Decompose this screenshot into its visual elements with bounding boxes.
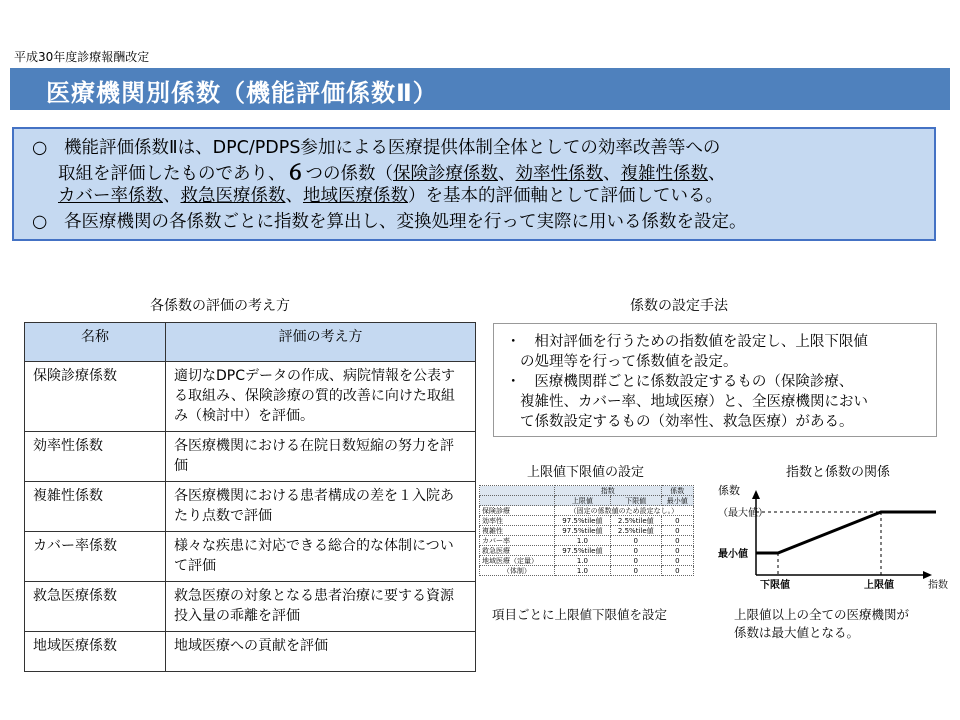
relation-note-2: 係数は最大値となる。 <box>734 625 860 640</box>
limit-min: 0 <box>661 566 693 576</box>
table-row <box>25 362 476 432</box>
summary-box <box>12 127 936 241</box>
limit-upper: 97.5%tile値 <box>554 526 610 536</box>
coef-line <box>756 512 936 553</box>
y-axis-label: 係数 <box>718 484 740 497</box>
revision-label: 平成30年度診療報酬改定 <box>14 50 150 64</box>
summary-text-2a: 取組を評価したものであり、 <box>58 164 286 184</box>
x-lower-label: 下限値 <box>760 580 790 590</box>
row-name: カバー率係数 <box>25 532 166 582</box>
table-header-row <box>25 323 476 362</box>
table-row <box>25 632 476 672</box>
limit-lower: 2.5%tile値 <box>610 516 661 526</box>
limit-upper: 97.5%tile値 <box>554 546 610 556</box>
limit-upper: 1.0 <box>554 536 610 546</box>
relation-heading: 指数と係数の関係 <box>786 465 891 480</box>
method-line-3 <box>506 372 853 392</box>
page-title: 医療機関別係数（機能評価係数Ⅱ） <box>46 79 438 107</box>
limits-header-row-2 <box>480 496 694 506</box>
limit-upper: 1.0 <box>554 556 610 566</box>
row-idea: 様々な疾患に対応できる総合的な体制について評価 <box>166 532 476 582</box>
sep: 、 <box>163 186 181 206</box>
limit-upper: 97.5%tile値 <box>554 516 610 526</box>
limit-lower: 0 <box>610 556 661 566</box>
table-row <box>25 582 476 632</box>
limit-name: 地域医療（定量） <box>480 556 555 566</box>
limit-min: 0 <box>661 516 693 526</box>
table-row <box>480 506 694 516</box>
summary-text-2b: つの係数（ <box>305 164 393 184</box>
sep: 、 <box>603 164 621 184</box>
limit-lower: 0 <box>610 546 661 556</box>
summary-text-1: 機能評価係数Ⅱは、DPC/PDPS参加による医療提供体制全体としての効率改善等への <box>63 138 721 158</box>
limits-table <box>479 485 694 576</box>
limit-lower: 0 <box>610 536 661 546</box>
blank-cell <box>480 486 555 496</box>
coef-count: ６ <box>285 160 306 184</box>
summary-text-3: ）を基本的評価軸として評価している。 <box>408 186 723 206</box>
row-name: 複雑性係数 <box>25 482 166 532</box>
blank-cell <box>480 496 555 506</box>
row-name: 効率性係数 <box>25 432 166 482</box>
x-axis-arrow <box>923 571 932 579</box>
limit-name: 救急医療 <box>480 546 555 556</box>
col-name-header: 名称 <box>25 323 166 362</box>
limit-min: 0 <box>661 536 693 546</box>
sep: 、 <box>708 164 726 184</box>
coef-coverage: カバー率係数 <box>58 186 163 206</box>
table-row <box>480 556 694 566</box>
method-text-1: 相対評価を行うための指数値を設定し、上限下限値 <box>534 334 868 350</box>
relation-graph <box>718 480 958 590</box>
table-row <box>25 532 476 582</box>
y-max-label: （最大値） <box>718 508 768 519</box>
limit-name: （体制） <box>480 566 555 576</box>
index-header: 指数 <box>554 486 661 496</box>
coef-header: 係数 <box>661 486 693 496</box>
method-box <box>493 323 937 437</box>
table-row <box>480 566 694 576</box>
limit-name: カバー率 <box>480 536 555 546</box>
summary-bullet-1: ○ <box>32 138 48 158</box>
limit-upper: （固定の係数値のため設定なし。） <box>554 506 693 516</box>
sep: 、 <box>285 186 303 206</box>
method-line-1 <box>506 332 868 352</box>
method-line-2: の処理等を行って係数値を設定。 <box>520 354 738 370</box>
row-idea: 適切なDPCデータの作成、病院情報を公表する取組み、保険診療の質的改善に向けた取組み（検討中）を評価。 <box>166 362 476 432</box>
limit-name: 複雑性 <box>480 526 555 536</box>
eval-table <box>24 322 476 672</box>
summary-line-3 <box>58 185 723 207</box>
coef-emergency: 救急医療係数 <box>180 186 286 206</box>
y-axis-arrow <box>752 490 760 499</box>
table-row <box>480 516 694 526</box>
table-row <box>25 482 476 532</box>
summary-line-4 <box>32 211 746 233</box>
summary-bullet-2: ○ <box>32 212 48 232</box>
limits-header-row-1 <box>480 486 694 496</box>
upper-header: 上限値 <box>554 496 610 506</box>
table-row <box>480 546 694 556</box>
table-row <box>480 536 694 546</box>
lower-header: 下限値 <box>610 496 661 506</box>
row-name: 保険診療係数 <box>25 362 166 432</box>
coef-complexity: 複雑性係数 <box>620 164 708 184</box>
method-bullet-1: ・ <box>506 334 521 350</box>
coef-regional: 地域医療係数 <box>303 186 408 206</box>
limit-min: 0 <box>661 526 693 536</box>
eval-heading: 各係数の評価の考え方 <box>150 298 290 314</box>
row-name: 救急医療係数 <box>25 582 166 632</box>
relation-note-1: 上限値以上の全ての医療機関が <box>734 607 910 622</box>
row-idea: 地域医療への貢献を評価 <box>166 632 476 672</box>
coef-insurance: 保険診療係数 <box>393 164 498 184</box>
method-text-3: 医療機関群ごとに係数設定するもの（保険診療、 <box>534 374 854 390</box>
summary-line-2 <box>58 161 726 185</box>
row-idea: 各医療機関における在院日数短縮の努力を評価 <box>166 432 476 482</box>
min-header: 最小値 <box>661 496 693 506</box>
limit-name: 保険診療 <box>480 506 555 516</box>
limit-name: 効率性 <box>480 516 555 526</box>
method-bullet-2: ・ <box>506 374 521 390</box>
row-idea: 救急医療の対象となる患者治療に要する資源投入量の乖離を評価 <box>166 582 476 632</box>
y-min-label: 最小値 <box>718 549 748 560</box>
limit-lower: 0 <box>610 566 661 576</box>
x-axis-label: 指数 <box>928 580 948 590</box>
row-name: 地域医療係数 <box>25 632 166 672</box>
limit-min: 0 <box>661 546 693 556</box>
col-idea-header: 評価の考え方 <box>166 323 476 362</box>
table-row <box>25 432 476 482</box>
method-line-4: 複雑性、カバー率、地域医療）と、全医療機関におい <box>520 394 868 410</box>
table-row <box>480 526 694 536</box>
limits-note: 項目ごとに上限値下限値を設定 <box>492 607 668 622</box>
summary-line-1 <box>32 137 720 159</box>
coef-efficiency: 効率性係数 <box>515 164 603 184</box>
limit-lower: 2.5%tile値 <box>610 526 661 536</box>
sep: 、 <box>498 164 516 184</box>
summary-text-4: 各医療機関の各係数ごとに指数を算出し、変換処理を行って実際に用いる係数を設定。 <box>63 212 747 232</box>
limits-heading: 上限値下限値の設定 <box>527 465 645 480</box>
limit-min: 0 <box>661 556 693 566</box>
row-idea: 各医療機関における患者構成の差を１入院あたり点数で評価 <box>166 482 476 532</box>
method-line-5: て係数設定するもの（効率性、救急医療）がある。 <box>520 414 854 430</box>
limit-upper: 1.0 <box>554 566 610 576</box>
method-heading: 係数の設定手法 <box>630 298 728 314</box>
x-upper-label: 上限値 <box>864 580 894 590</box>
